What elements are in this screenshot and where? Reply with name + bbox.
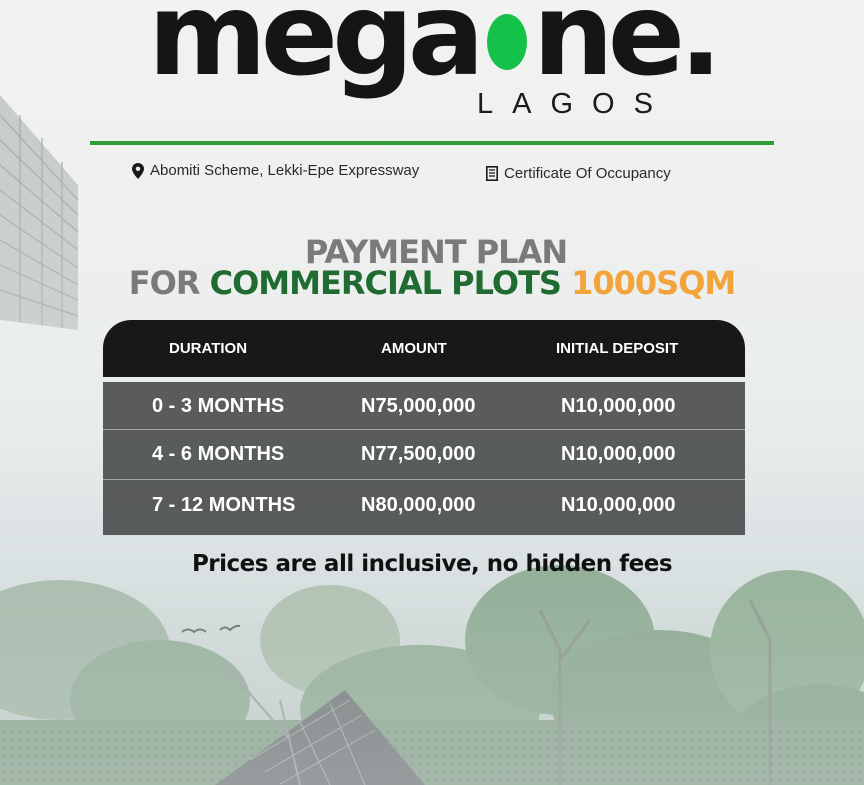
location-text: Abomiti Scheme, Lekki-Epe Expressway — [150, 162, 420, 179]
divider-line — [90, 141, 774, 145]
cell-deposit: N10,000,000 — [561, 395, 676, 417]
plan-heading-size: 1000SQM — [571, 264, 736, 302]
title-document-info — [486, 165, 671, 182]
cell-deposit: N10,000,000 — [561, 443, 676, 465]
cell-duration: 7 - 12 MONTHS — [152, 494, 296, 516]
pricing-note: Prices are all inclusive, no hidden fees — [191, 551, 673, 577]
plan-heading-line1: PAYMENT PLAN — [304, 233, 568, 271]
plan-heading-line2 — [0, 264, 864, 302]
map-pin-icon — [132, 163, 144, 179]
brand-city: LAGOS — [477, 88, 672, 120]
cell-duration: 4 - 6 MONTHS — [152, 443, 285, 465]
header-duration: DURATION — [169, 340, 248, 357]
cell-amount: N77,500,000 — [361, 443, 476, 465]
cell-duration: 0 - 3 MONTHS — [152, 395, 285, 417]
title-document-text: Certificate Of Occupancy — [504, 165, 671, 182]
cell-amount: N80,000,000 — [361, 494, 476, 516]
header-initial-deposit: INITIAL DEPOSIT — [556, 340, 679, 357]
table-row — [103, 382, 745, 432]
brand-name-right: ne. — [532, 0, 717, 101]
header-amount: AMOUNT — [381, 340, 447, 357]
cell-amount: N75,000,000 — [361, 395, 476, 417]
plan-heading-category: COMMERCIAL PLOTS — [209, 264, 561, 302]
table-row — [103, 481, 745, 531]
location-info — [132, 162, 419, 179]
cell-deposit: N10,000,000 — [561, 494, 676, 516]
table-row — [103, 430, 745, 480]
table-header — [103, 320, 745, 377]
brand-logo — [148, 0, 717, 101]
payment-table — [103, 382, 745, 535]
document-icon — [486, 166, 498, 181]
brand-dot-icon — [487, 14, 527, 70]
plan-heading-prefix: FOR — [128, 264, 200, 302]
row-divider — [103, 479, 745, 480]
brand-name-left: mega — [148, 0, 479, 101]
